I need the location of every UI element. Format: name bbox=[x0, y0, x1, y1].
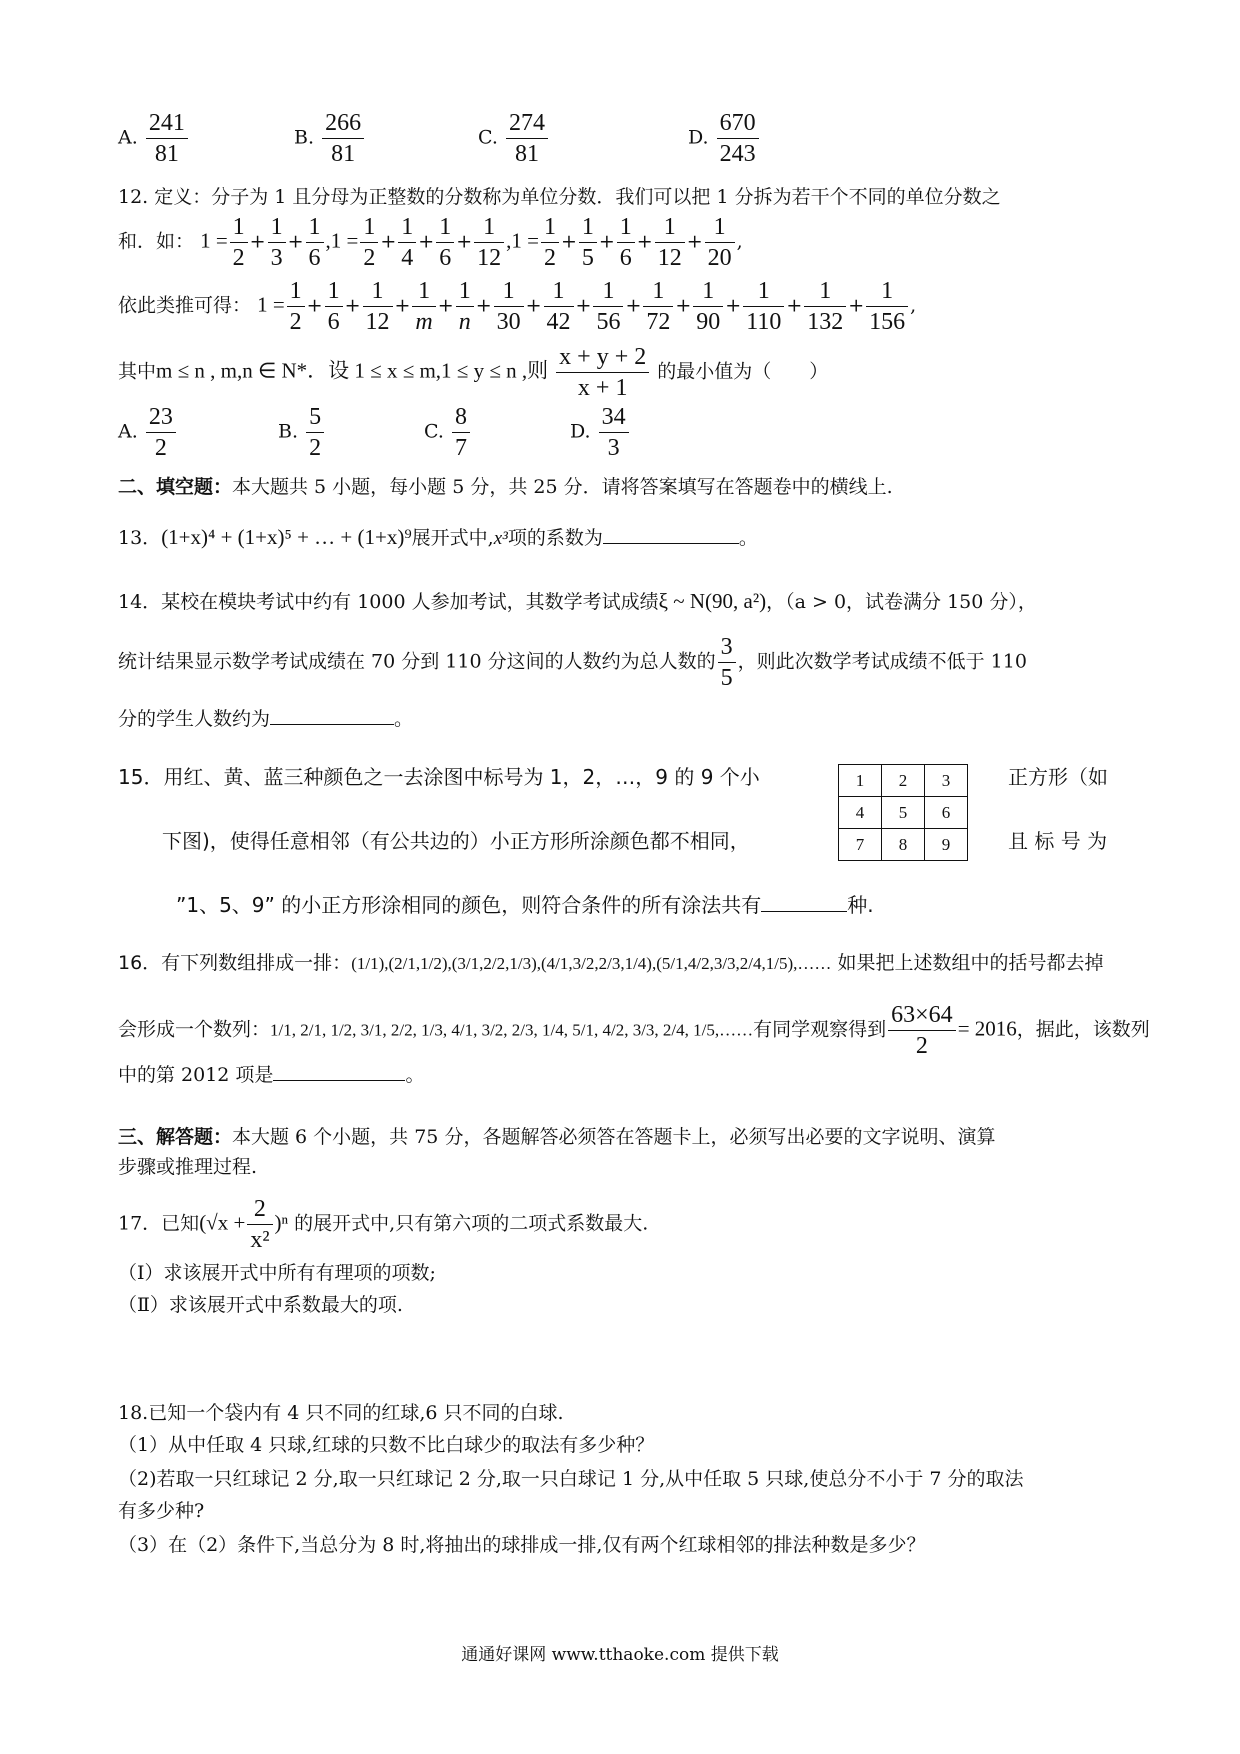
q16-line1: 16．有下列数组排成一排：(1/1),(2/1,1/2),(3/1,2/2,1/3),(4/1,3/2,2/3,1/4),(5/1,4/2,3/3,2/4,1/5),…… 如果把上述数组中的括号都去掉 bbox=[118, 952, 1104, 974]
q12-options bbox=[118, 402, 1140, 462]
q11-option-c: C. $\frac{274}{81}$ bbox=[478, 108, 550, 169]
q12-option-d: D. $\frac{34}{3}$ bbox=[570, 402, 631, 463]
q17-part2: （Ⅱ）求该展开式中系数最大的项. bbox=[118, 1294, 403, 1316]
q12-inference: 依此类推可得： 1 = $\frac{1}{2}$ + $\frac{1}{6}$ + $\frac{1}{12}$ + $\frac{1}{m}$ + $\frac{1}{n}$ + $\frac{1}{30}$ + $\frac{1}{42}$ + $\frac{1}{56}$ + $\frac{1}{72}$ + $\frac{1}{90}$ + $\frac{1}{110}$ + $\frac{1}{132}$ + $\frac{1}{156}$ , bbox=[118, 278, 917, 335]
q16-answer-blank[interactable] bbox=[273, 1060, 405, 1081]
grid-cell: 5 bbox=[882, 797, 925, 829]
grid-cell: 7 bbox=[839, 829, 882, 861]
q18-part3: （3）在（2）条件下,当总分为 8 时,将抽出的球排成一排,仅有两个红球相邻的排法种数是多少？ bbox=[118, 1534, 926, 1556]
grid-cell: 2 bbox=[882, 765, 925, 797]
q11-option-b: B. $\frac{266}{81}$ bbox=[294, 108, 366, 169]
q17-part1: （Ⅰ）求该展开式中所有有理项的项数; bbox=[118, 1262, 436, 1284]
q15-line2: 下图)，使得任意相邻（有公共边的）小正方形所涂颜色都不相同， 且 标 号 为 bbox=[162, 829, 1108, 853]
q12-option-c: C. $\frac{8}{7}$ bbox=[424, 402, 472, 463]
q15-line1: 15．用红、黄、蓝三种颜色之一去涂图中标号为 1，2，…，9 的 9 个小 正方形（如 bbox=[118, 765, 1108, 789]
q12-intro: 12. 定义：分子为 1 且分母为正整数的分数称为单位分数．我们可以把 1 分拆为若干个不同的单位分数之 bbox=[118, 186, 1001, 208]
q14-line1: 14．某校在模块考试中约有 1000 人参加考试，其数学考试成绩ξ ~ N(90, a²)，（a > 0，试卷满分 150 分）， bbox=[118, 589, 1037, 613]
q12-condition: 其中m ≤ n , m,n ∈ N*．设 1 ≤ x ≤ m,1 ≤ y ≤ n ,则 $\frac{x + y + 2}{x + 1}$ 的最小值为（ ） bbox=[118, 344, 829, 401]
q18-part2: （2)若取一只红球记 2 分,取一只红球记 2 分,取一只白球记 1 分,从中任取 5 只球,使总分不小于 7 分的取法 bbox=[118, 1468, 1024, 1490]
q12-examples: 和．如： 1 = $\frac{1}{2}$ + $\frac{1}{3}$ + $\frac{1}{6}$ ,1 = $\frac{1}{2}$ + $\frac{1}{4}$ + $\frac{1}{6}$ + $\frac{1}{12}$ ,1 = $\frac{1}{2}$ + $\frac{1}{5}$ + $\frac{1}{6}$ + $\frac{1}{12}$ + $\frac{1}{20}$ , bbox=[118, 214, 743, 271]
q16-line2: 会形成一个数列：1/1, 2/1, 1/2, 3/1, 2/2, 1/3, 4/1, 3/2, 2/3, 1/4, 5/1, 4/2, 3/3, 2/4, 1/5,……有同学观察得到 $\frac{63\times 64}{2}$ = 2016，据此，该数列 bbox=[118, 1002, 1150, 1059]
page-footer: 通通好课网 www.tthaoke.com 提供下载 bbox=[461, 1645, 779, 1665]
grid-cell: 1 bbox=[839, 765, 882, 797]
grid-cell: 4 bbox=[839, 797, 882, 829]
grid-cell: 6 bbox=[925, 797, 968, 829]
grid-cell: 8 bbox=[882, 829, 925, 861]
q15-line3: ”1、5、9” 的小正方形涂相同的颜色，则符合条件的所有涂法共有 种. bbox=[176, 893, 874, 917]
q16-line3: 中的第 2012 项是 。 bbox=[118, 1060, 1140, 1090]
q12-option-b: B. $\frac{5}{2}$ bbox=[278, 402, 326, 463]
q18-intro: 18.已知一个袋内有 4 只不同的红球,6 只不同的白球. bbox=[118, 1402, 564, 1424]
q12-option-a: A. $\frac{23}{2}$ bbox=[118, 402, 178, 463]
grid-cell: 9 bbox=[925, 829, 968, 861]
q13-answer-blank[interactable] bbox=[603, 523, 739, 544]
section3-heading: 三、解答题：本大题 6 个小题，共 75 分，各题解答必须答在答题卡上，必须写出必要的文字说明、演算 bbox=[118, 1126, 996, 1148]
q11-option-a: A. $\frac{241}{81}$ bbox=[118, 108, 190, 169]
grid-cell: 3 bbox=[925, 765, 968, 797]
q14-line2: 统计结果显示数学考试成绩在 70 分到 110 分这间的人数约为总人数的 $\frac{3}{5}$ ，则此次数学考试成绩不低于 110 bbox=[118, 634, 1027, 691]
q14-line3: 分的学生人数约为 。 bbox=[118, 704, 1140, 734]
q13: 13．(1+x)⁴ + (1+x)⁵ + … + (1+x)⁹展开式中,x³项的系数为 。 bbox=[118, 525, 758, 549]
q14-answer-blank[interactable] bbox=[270, 704, 394, 725]
q11-option-d: D. $\frac{670}{243}$ bbox=[688, 108, 761, 169]
q18-part2-cont: 有多少种? bbox=[118, 1500, 205, 1522]
q15-answer-blank[interactable] bbox=[761, 891, 847, 912]
section2-heading: 二、填空题：本大题共 5 小题，每小题 5 分，共 25 分．请将答案填写在答题卷中的横线上. bbox=[118, 476, 893, 498]
section3-heading-cont: 步骤或推理过程. bbox=[118, 1156, 258, 1178]
q17-stem: 17．已知(√x + $\frac{2}{\text{x²}}$ )ⁿ 的展开式中,只有第六项的二项式系数最大. bbox=[118, 1196, 649, 1253]
q18-part1: （1）从中任取 4 只球,红球的只数不比白球少的取法有多少种？ bbox=[118, 1434, 655, 1456]
q15-grid bbox=[838, 764, 968, 861]
